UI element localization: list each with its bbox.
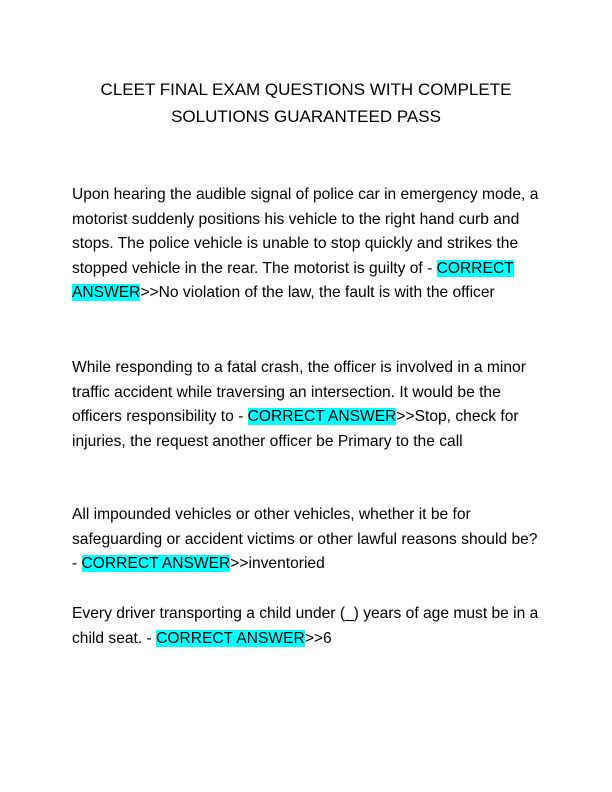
question-text: All impounded vehicles or other vehicles, whether it be for safeguarding or accident victims or other lawful reasons should be? - — [72, 506, 538, 572]
question-text: While responding to a fatal crash, the officer is involved in a minor traffic accident while traversing an intersection. It would be the officers responsibility to - — [72, 359, 526, 425]
answer-text: >>inventoried — [230, 555, 325, 572]
correct-answer-label: CORRECT ANSWER — [247, 408, 397, 425]
correct-answer-label: CORRECT ANSWER — [81, 555, 231, 572]
correct-answer-label: CORRECT ANSWER — [72, 259, 514, 301]
question-text: Upon hearing the audible signal of police car in emergency mode, a motorist suddenly positions his vehicle to the right hand curb and stops. The police vehicle is unable to stop quickly and strikes the stopped vehicle in the rear. The motorist is guilty of - — [72, 186, 539, 277]
qa-item-4 — [72, 602, 544, 651]
title-line-2: SOLUTIONS GUARANTEED PASS — [171, 107, 441, 126]
qa-item-1 — [72, 183, 544, 306]
document-title — [0, 76, 612, 130]
answer-text: >>6 — [304, 629, 332, 647]
title-line-1: CLEET FINAL EXAM QUESTIONS WITH COMPLETE — [100, 80, 512, 99]
qa-item-2 — [72, 356, 544, 454]
qa-item-3 — [72, 503, 544, 577]
answer-text: >>Stop, check for injuries, the request another officer be Primary to the call — [72, 408, 519, 450]
question-text: Every driver transporting a child under (_) years of age must be in a child seat. - — [72, 605, 539, 647]
correct-answer-label: CORRECT ANSWER — [156, 629, 305, 647]
answer-text: >>No violation of the law, the fault is with the officer — [140, 284, 495, 301]
